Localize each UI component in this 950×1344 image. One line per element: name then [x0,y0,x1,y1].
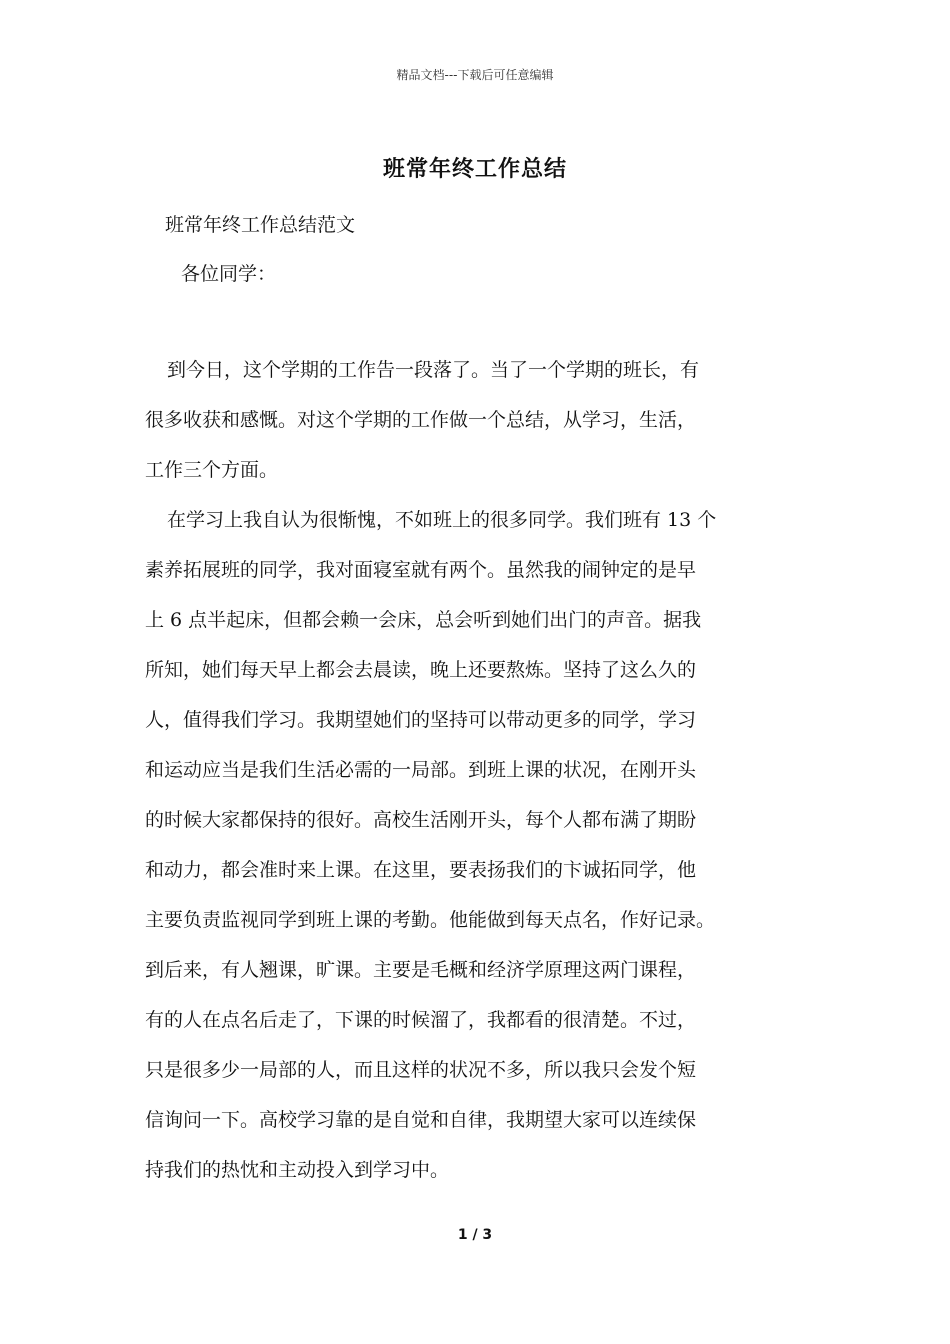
paragraph-line: 很多收获和感慨。对这个学期的工作做一个总结，从学习，生活， [145,409,697,431]
paragraph [145,349,817,499]
paragraph-line: 人，值得我们学习。我期望她们的坚持可以带动更多的同学，学习 [145,709,697,731]
paragraph-line: 在学习上我自认为很惭愧，不如班上的很多同学。我们班有 13 个 [167,509,717,531]
paragraph [145,499,817,1199]
paragraph-line: 信询问一下。高校学习靠的是自觉和自律，我期望大家可以连续保 [145,1109,697,1131]
paragraph-line: 只是很多少一局部的人，而且这样的状况不多，所以我只会发个短 [145,1059,697,1081]
paragraph-line: 持我们的热忱和主动投入到学习中。 [145,1159,450,1181]
document-title: 班常年终工作总结 [382,156,567,182]
page-number: 1 / 3 [457,1227,493,1243]
paragraph-line: 和动力，都会准时来上课。在这里，要表扬我们的卞诚拓同学，他 [145,859,697,881]
paragraph-line: 所知，她们每天早上都会去晨读，晚上还要熬炼。坚持了这么久的 [145,659,697,681]
greeting: 各位同学： [181,263,277,285]
header-note: 精品文档---下载后可任意编辑 [396,68,554,82]
paragraph-line: 的时候大家都保持的很好。高校生活刚开头，每个人都布满了期盼 [145,809,697,831]
paragraph-line: 到后来，有人翘课，旷课。主要是毛概和经济学原理这两门课程， [145,959,697,981]
document-subtitle: 班常年终工作总结范文 [165,214,356,236]
paragraph-line: 主要负责监视同学到班上课的考勤。他能做到每天点名，作好记录。 [145,909,716,931]
paragraph-line: 和运动应当是我们生活必需的一局部。到班上课的状况，在刚开头 [145,759,697,781]
document-body [145,349,817,1199]
paragraph-line: 上 6 点半起床，但都会赖一会床，总会听到她们出门的声音。据我 [145,609,702,631]
paragraph-line: 有的人在点名后走了，下课的时候溜了，我都看的很清楚。不过， [145,1009,697,1031]
paragraph-line: 素养拓展班的同学，我对面寝室就有两个。虽然我的闹钟定的是早 [145,559,697,581]
paragraph-line: 到今日，这个学期的工作告一段落了。当了一个学期的班长，有 [167,359,700,381]
paragraph-line: 工作三个方面。 [145,459,279,481]
